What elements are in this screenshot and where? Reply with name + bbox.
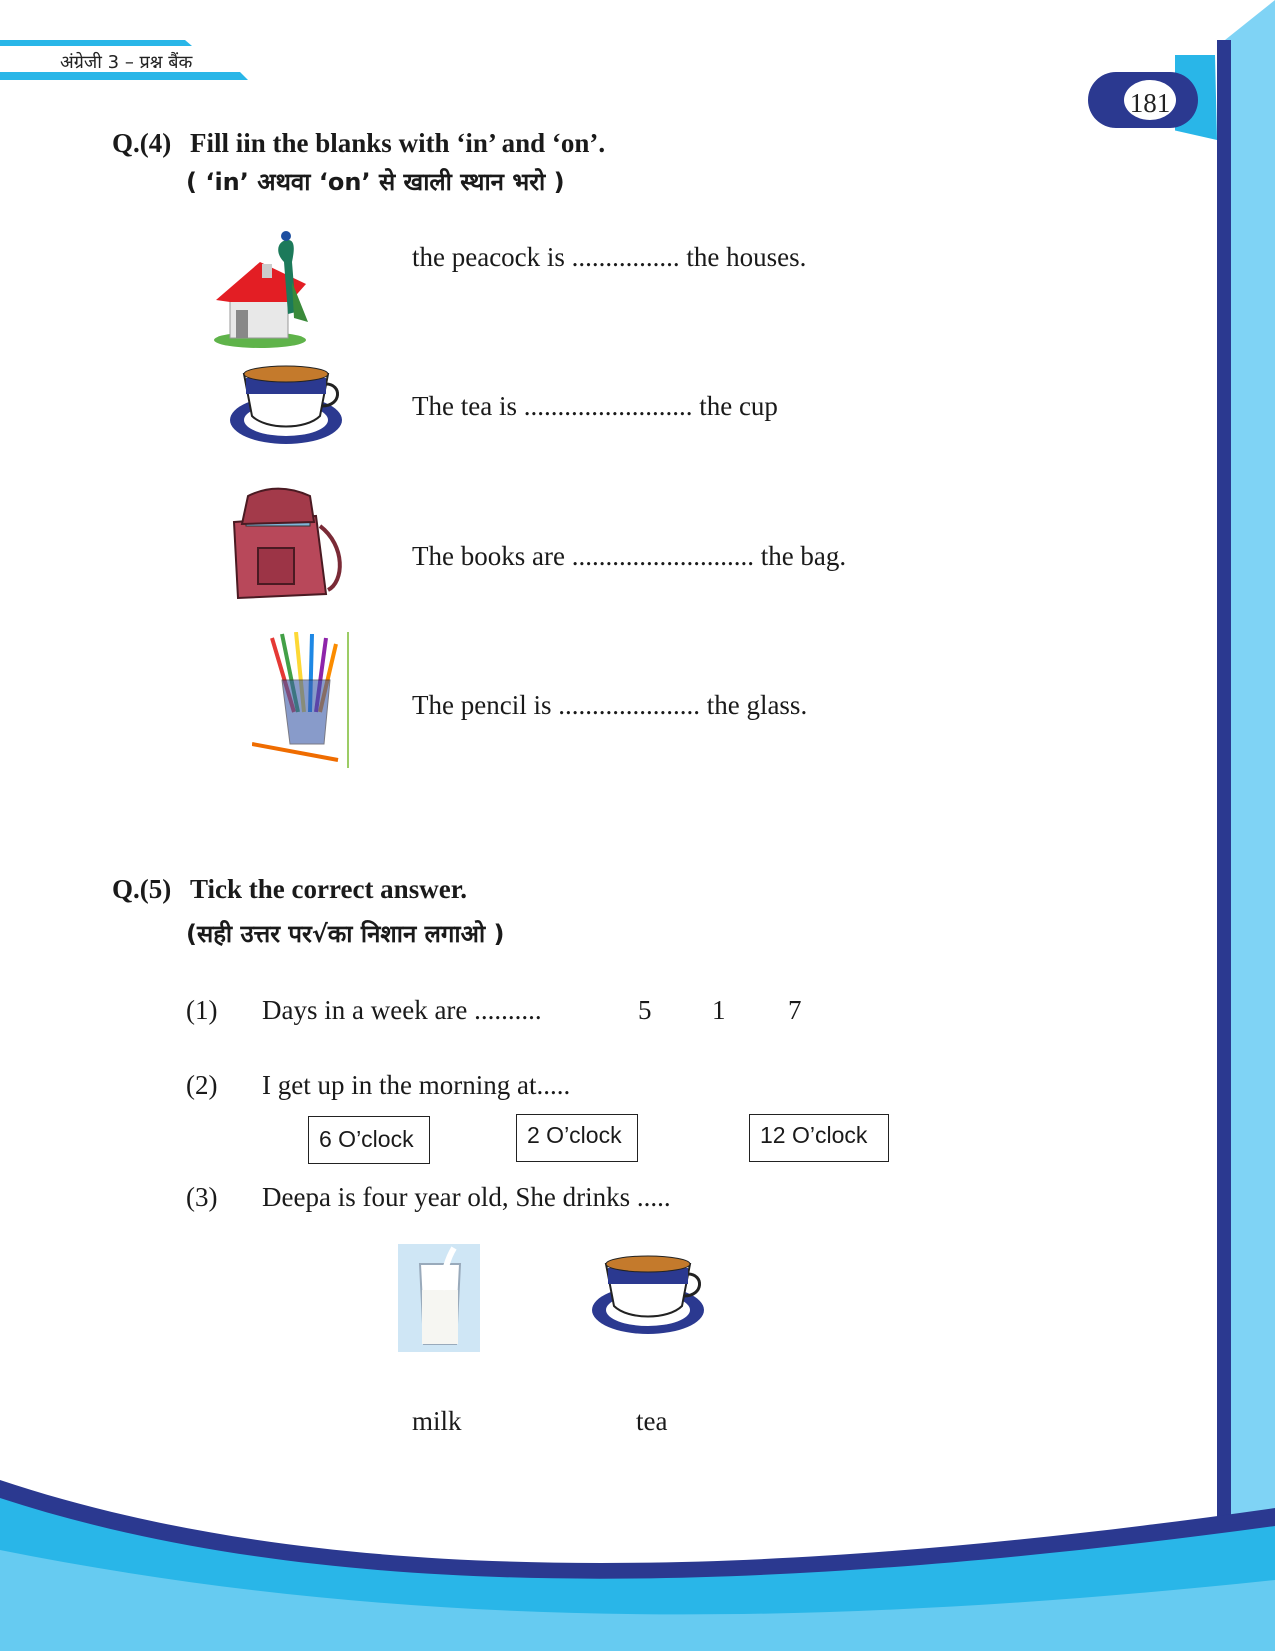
school-bag-image: [228, 486, 348, 606]
q5-subtitle: (सही उत्तर पर√का निशान लगाओ ): [186, 920, 505, 948]
q4-sentence-4: The pencil is ..................... the glass.: [412, 690, 808, 720]
q5-item-3-option-milk[interactable]: milk: [412, 1406, 462, 1436]
pencils-glass-image: [252, 632, 362, 772]
q5-item-2-option-6-oclock[interactable]: 6 O’clock: [308, 1116, 430, 1164]
q5-number: Q.(5): [112, 874, 172, 904]
q5-item-1-option-7[interactable]: 7: [788, 995, 802, 1025]
q5-item-3-number: (3): [186, 1182, 218, 1212]
bottom-wave-decoration: [0, 1440, 1275, 1651]
q5-title: Tick the correct answer.: [190, 874, 467, 904]
house-peacock-image: [210, 222, 330, 352]
tea-cup-image[interactable]: [588, 1250, 708, 1342]
q4-number: Q.(4): [112, 128, 172, 158]
q5-heading: [112, 874, 467, 905]
q4-sentence-3: The books are ........................... the bag.: [412, 541, 847, 571]
q5-item-2-number: (2): [186, 1070, 218, 1100]
right-side-decoration: [1175, 0, 1275, 1651]
book-title: अंग्रेजी 3 – प्रश्न बैंक: [60, 52, 193, 73]
q5-item-3-text: Deepa is four year old, She drinks .....: [262, 1182, 671, 1212]
q4-sentence-2: The tea is ......................... the cup: [412, 391, 778, 421]
q4-subtitle: ( ‘in’ अथवा ‘on’ से खाली स्थान भरो ): [186, 168, 565, 196]
q4-sentence-1: the peacock is ................ the houses.: [412, 242, 807, 272]
page-number: 181: [1129, 88, 1171, 118]
q5-item-1-option-5[interactable]: 5: [638, 995, 652, 1025]
q5-item-2-option-2-oclock[interactable]: 2 O’clock: [516, 1114, 638, 1162]
q4-heading: [112, 128, 605, 159]
q5-item-3-option-tea[interactable]: tea: [636, 1406, 668, 1436]
milk-glass-image[interactable]: [398, 1244, 480, 1352]
q4-title: Fill iin the blanks with ‘in’ and ‘on’.: [190, 128, 606, 158]
teacup-image: [226, 360, 346, 452]
q5-item-1-option-1[interactable]: 1: [712, 995, 726, 1025]
q5-item-2-text: I get up in the morning at.....: [262, 1070, 571, 1100]
q5-item-1-number: (1): [186, 995, 218, 1025]
q5-item-2-option-12-oclock[interactable]: 12 O’clock: [749, 1114, 889, 1162]
q5-item-1-text: Days in a week are ..........: [262, 995, 542, 1025]
